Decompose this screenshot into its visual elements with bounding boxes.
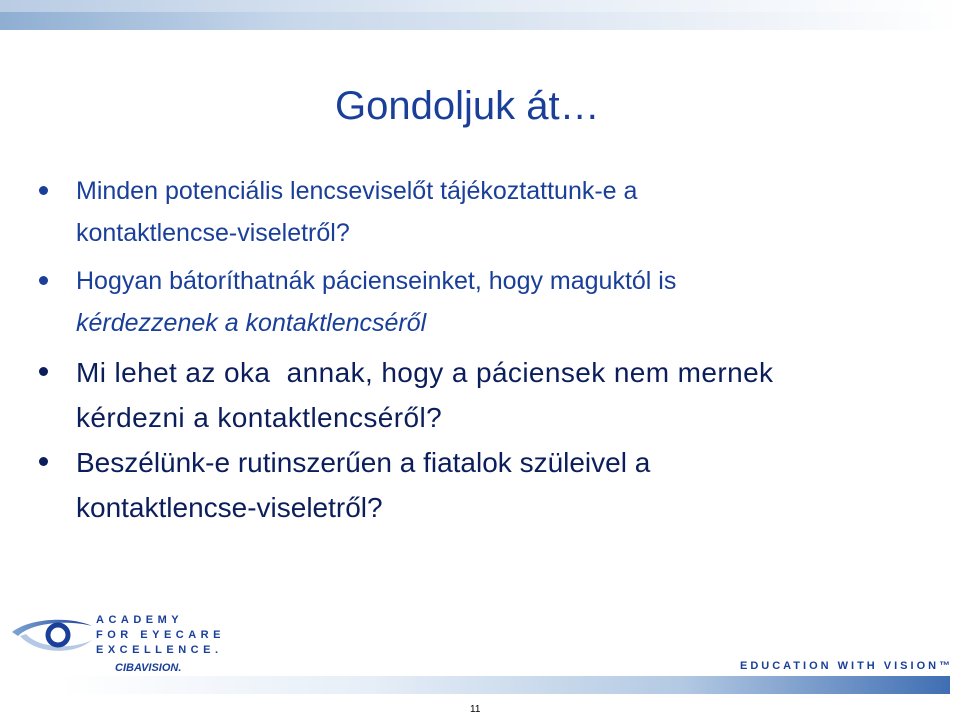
bullet-line-italic: kérdezzenek a kontaktlencséről <box>76 309 427 337</box>
bullet-line: Minden potenciális lencseviselőt tájékoztattunk-e a <box>76 177 638 205</box>
bullet-dot-icon <box>39 276 48 285</box>
cibavision-brand: CIBAVISION. <box>115 662 182 674</box>
bullet-dot-icon <box>39 457 48 466</box>
bullet-dot-icon <box>39 367 48 376</box>
bullet-item <box>36 260 916 344</box>
logo-line: FOR EYECARE <box>96 629 225 641</box>
slide-title: Gondoljuk át… <box>335 84 600 128</box>
bullet-line: kontaktlencse-viseletről? <box>76 219 350 247</box>
top-gradient-highlight <box>0 0 960 12</box>
bullet-item <box>36 440 916 530</box>
bullet-line: Beszélünk-e rutinszerűen a fiatalok szüleivel a <box>76 447 651 478</box>
bullet-line: Mi lehet az oka annak, hogy a páciensek nem mernek <box>76 357 774 388</box>
bullet-line: kontaktlencse-viseletről? <box>76 492 383 523</box>
bullet-dot-icon <box>39 186 48 195</box>
bullet-line: kérdezni a kontaktlencséről? <box>76 402 443 433</box>
tagline: EDUCATION WITH VISION™ <box>740 660 954 672</box>
logo-line: EXCELLENCE. <box>96 644 223 656</box>
bottom-gradient-band <box>60 676 950 694</box>
bullet-line: Hogyan bátoríthatnák pácienseinket, hogy maguktól is <box>76 267 677 295</box>
bullet-list <box>36 170 916 530</box>
bullet-item <box>36 170 916 254</box>
bullet-item <box>36 350 916 440</box>
page-number: 11 <box>470 704 481 715</box>
logo-line: ACADEMY <box>96 614 184 626</box>
